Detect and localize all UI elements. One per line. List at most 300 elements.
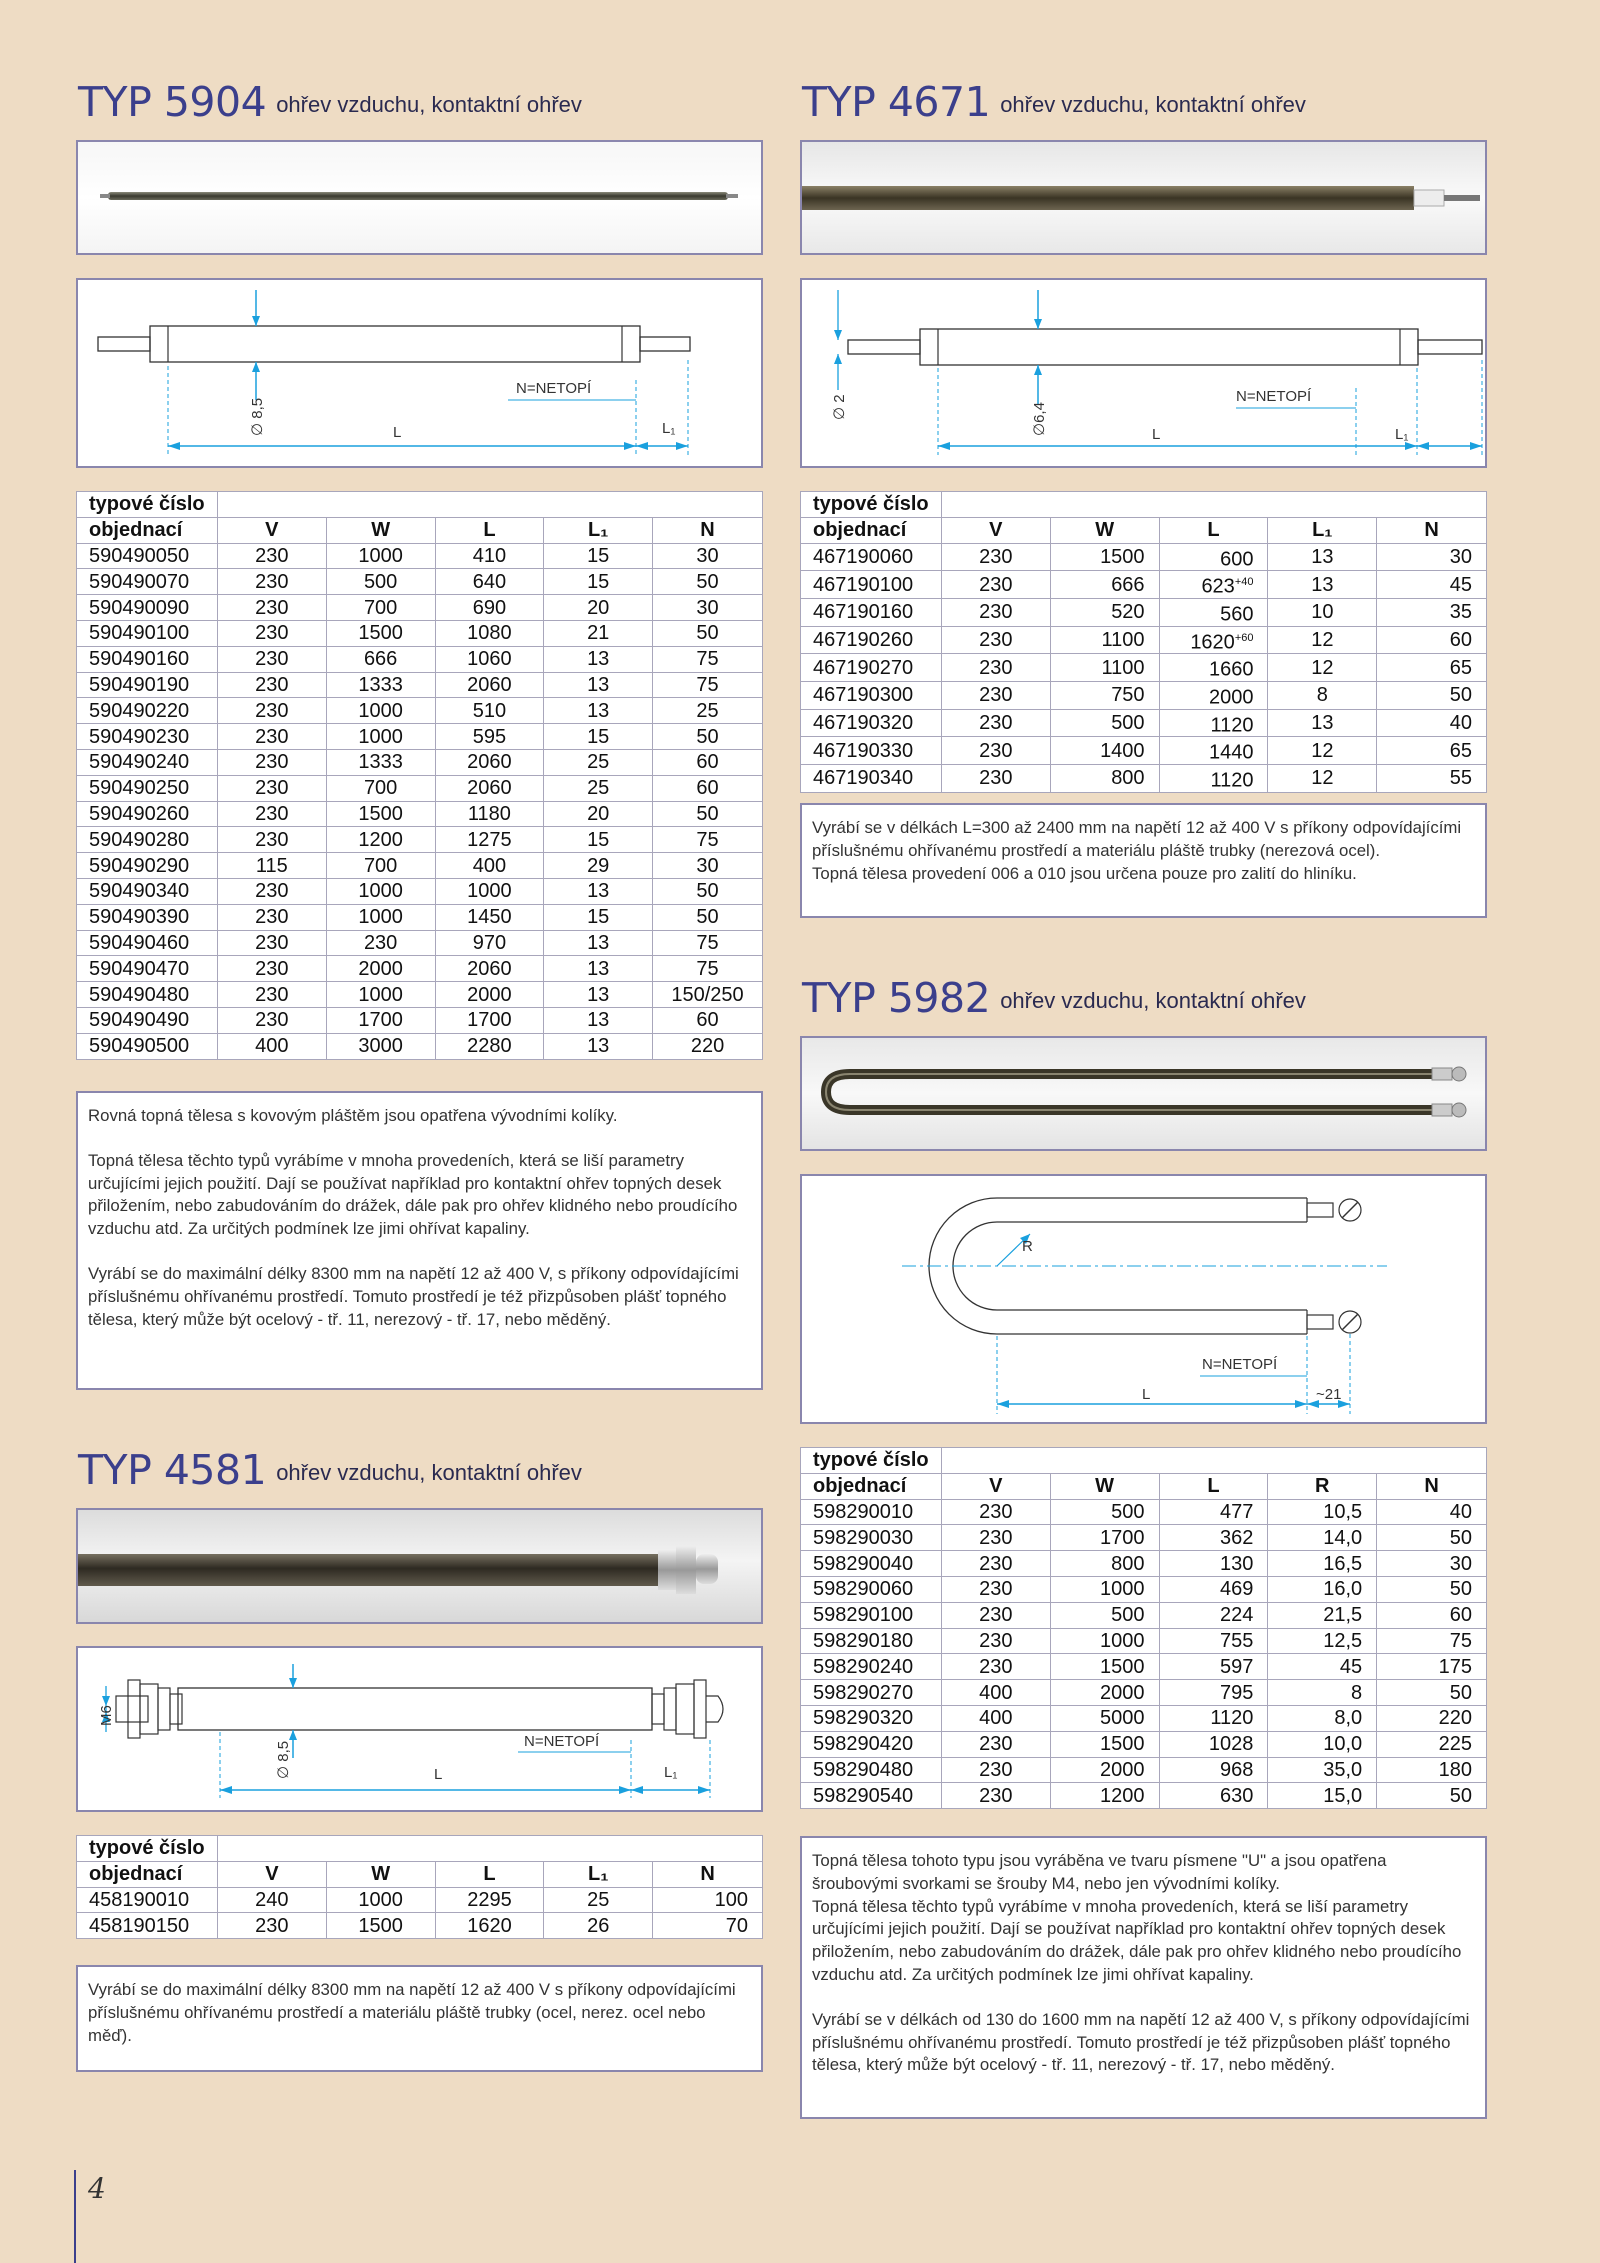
description-paragraph: Vyrábí se do maximální délky 8300 mm na napětí 12 až 400 V s příkony odpovídajícími příslušnému ohřívanému prostředí a materiálu pláště trubky (ocel, nerez. ocel nebo měď). (88, 1980, 736, 2045)
tolerance-superscript: +60 (1234, 631, 1254, 644)
table-row (77, 801, 763, 827)
table-row (801, 1576, 1487, 1602)
description-paragraph: Vyrábí se v délkách L=300 až 2400 mm na napětí 12 až 400 V s příkony odpovídajícími příslušnému ohřívanému prostředí a materiálu pláště trubky (nerezová ocel). (812, 818, 1462, 860)
table-row (77, 853, 763, 879)
table-cell: 60 (653, 1007, 763, 1033)
table-cell: 220 (653, 1033, 763, 1059)
table-row (801, 1680, 1487, 1706)
table-cell: 175 (1377, 1654, 1487, 1680)
table-cell: 25 (544, 1887, 653, 1913)
table-column-header: L (435, 517, 544, 543)
product-photo (800, 1036, 1487, 1151)
table-cell: 1700 (326, 1007, 435, 1033)
table-cell: 230 (941, 1499, 1050, 1525)
table-cell: 70 (653, 1913, 763, 1939)
table-column-header: L₁ (544, 1861, 653, 1887)
technical-drawing (76, 278, 763, 468)
end-length-label: ~21 (1316, 1386, 1342, 1403)
table-column-header: L (1159, 1473, 1268, 1499)
table-cell: 15,0 (1268, 1783, 1377, 1809)
table-cell: 230 (326, 930, 435, 956)
table-cell: 230 (217, 982, 326, 1008)
table-cell: 590490190 (77, 672, 218, 698)
table-cell: 1200 (1050, 1783, 1159, 1809)
table-row (77, 956, 763, 982)
table-cell: 75 (1377, 1628, 1487, 1654)
table-cell: 1500 (326, 1913, 435, 1939)
table-cell: 400 (941, 1680, 1050, 1706)
table-cell: 60 (653, 749, 763, 775)
table-cell: 690 (435, 595, 544, 621)
table-cell: 8,0 (1268, 1705, 1377, 1731)
table-cell: 590490050 (77, 543, 218, 569)
table-cell: 467190160 (801, 598, 942, 626)
table-cell: 1500 (1050, 1731, 1159, 1757)
description-paragraph: Topná tělesa těchto typů vyrábíme v mnoha provedeních, která se liší parametry určujícími jejich použití. Dají se používat například pro kontaktní ohřev topných desek přiložením, nebo zabudováním do drážek, dále pak pro ohřev klidného nebo proudícího vzduchu atd. Za určitých podmínek lze jimi ohřívat kapaliny. (812, 1896, 1462, 1984)
table-cell: 230 (941, 1551, 1050, 1577)
table-cell: 55 (1377, 764, 1487, 792)
table-cell: 500 (1050, 1499, 1159, 1525)
description-box (76, 1965, 763, 2072)
table-cell: 230 (941, 1525, 1050, 1551)
table-cell: 230 (217, 620, 326, 646)
diameter-label: ∅ 8,5 (275, 1740, 292, 1779)
table-cell: 75 (653, 930, 763, 956)
table-cell: 230 (941, 1602, 1050, 1628)
table-cell: 595 (435, 724, 544, 750)
table-cell: 1120 (1159, 1705, 1268, 1731)
table-cell: 590490460 (77, 930, 218, 956)
heading-typ-4671 (802, 78, 1306, 126)
table-cell: 750 (1050, 681, 1159, 709)
table-cell: 16,5 (1268, 1551, 1377, 1577)
table-cell: 20 (544, 801, 653, 827)
table-cell: 230 (941, 1731, 1050, 1757)
table-column-header: objednací (801, 517, 942, 543)
table-row (77, 1033, 763, 1059)
table-cell: 13 (544, 982, 653, 1008)
table-column-header: objednací (77, 517, 218, 543)
table-cell: 598290540 (801, 1783, 942, 1809)
table-cell: 590490230 (77, 724, 218, 750)
table-cell: 220 (1377, 1705, 1487, 1731)
technical-drawing (800, 278, 1487, 468)
l1-label: L₁ (1395, 426, 1409, 443)
description-paragraph: Vyrábí se v délkách od 130 do 1600 mm na napětí 12 až 400 V, s příkony odpovídajícími příslušnému ohřívanému prostředí. Tomuto prostředí je též přizpůsoben plášť topného tělesa, který může být ocelový - tř. 11, nerezový - tř. 17, nebo měděný. (812, 2009, 1470, 2075)
table-cell: 75 (653, 646, 763, 672)
heading-typ-5904 (78, 78, 582, 126)
table-column-header: objednací (77, 1861, 218, 1887)
table-column-header: N (653, 1861, 763, 1887)
section-subtitle: ohřev vzduchu, kontaktní ohřev (276, 1460, 582, 1485)
table-cell: 50 (1377, 1576, 1487, 1602)
table-row (77, 775, 763, 801)
table-cell: 1000 (326, 878, 435, 904)
table-cell: 598290180 (801, 1628, 942, 1654)
table-row (77, 646, 763, 672)
table-cell: 13 (544, 930, 653, 956)
table-cell: 1660 (1159, 654, 1268, 682)
description-paragraph: Topná tělesa tohoto typu jsou vyráběna ve tvaru písmene "U" a jsou opatřena šroubovými svorkami se šrouby M4, nebo jen vývodními kolíky. (812, 1851, 1387, 1893)
table-cell: 13 (544, 672, 653, 698)
table-cell: 50 (1377, 1525, 1487, 1551)
table-cell: 590490160 (77, 646, 218, 672)
table-cell: 590490500 (77, 1033, 218, 1059)
table-cell: 1275 (435, 827, 544, 853)
spec-table (800, 491, 1487, 793)
table-row (801, 1499, 1487, 1525)
product-photo (76, 1508, 763, 1624)
table-cell: 400 (217, 1033, 326, 1059)
table-cell: 13 (544, 1007, 653, 1033)
table-cell: 1440 (1159, 737, 1268, 765)
table-cell: 1120 (1159, 764, 1268, 792)
table-cell: 469 (1159, 1576, 1268, 1602)
table-cell: 598290040 (801, 1551, 942, 1577)
table-cell: 115 (217, 853, 326, 879)
table-cell: 598290060 (801, 1576, 942, 1602)
table-row (801, 543, 1487, 571)
table-cell: 598290420 (801, 1731, 942, 1757)
table-cell: 1620 (435, 1913, 544, 1939)
table-row (801, 1525, 1487, 1551)
table-cell: 467190260 (801, 626, 942, 654)
table-row (77, 749, 763, 775)
table-cell: 230 (941, 1783, 1050, 1809)
table-cell: 590490070 (77, 569, 218, 595)
table-row (801, 737, 1487, 765)
length-label: L (434, 1766, 443, 1783)
table-cell: 13 (1268, 709, 1377, 737)
table-column-header: N (1377, 517, 1487, 543)
table-cell: 10,5 (1268, 1499, 1377, 1525)
table-row (801, 709, 1487, 737)
table-cell: 590490260 (77, 801, 218, 827)
table-cell: 755 (1159, 1628, 1268, 1654)
table-row (77, 569, 763, 595)
table-cell: 14,0 (1268, 1525, 1377, 1551)
table-cell: 590490340 (77, 878, 218, 904)
length-label: L (393, 424, 402, 441)
table-cell: 230 (941, 737, 1050, 765)
description-box (76, 1091, 763, 1390)
table-cell: 597 (1159, 1654, 1268, 1680)
product-photo (76, 140, 763, 255)
table-cell: 45 (1268, 1654, 1377, 1680)
table-cell: 50 (653, 724, 763, 750)
table-cell: 230 (941, 764, 1050, 792)
table-header-top: typové číslo (801, 1448, 942, 1474)
table-column-header: L₁ (544, 517, 653, 543)
table-column-header: V (217, 517, 326, 543)
table-cell: 467190100 (801, 571, 942, 599)
table-cell: 50 (1377, 681, 1487, 709)
table-cell: 230 (217, 1007, 326, 1033)
table-cell: 362 (1159, 1525, 1268, 1551)
table-cell: 240 (217, 1887, 326, 1913)
table-cell: 1500 (326, 801, 435, 827)
table-cell: 666 (326, 646, 435, 672)
table-row (77, 1887, 763, 1913)
heading-typ-5982 (802, 974, 1306, 1022)
thread-label: M6 (98, 1705, 115, 1726)
table-cell: 1028 (1159, 1731, 1268, 1757)
table-cell: 26 (544, 1913, 653, 1939)
table-cell: 30 (653, 853, 763, 879)
table-cell: 40 (1377, 709, 1487, 737)
netopi-label: N=NETOPÍ (524, 1733, 600, 1750)
heating-rod-image (78, 1510, 763, 1624)
table-cell: 666 (1050, 571, 1159, 599)
table-cell: 3000 (326, 1033, 435, 1059)
heating-rod-image (78, 142, 763, 255)
table-cell: 10 (1268, 598, 1377, 626)
description-paragraph: Vyrábí se do maximální délky 8300 mm na napětí 12 až 400 V, s příkony odpovídajícími příslušnému ohřívanému prostředí. Tomuto prostředí je též přizpůsoben plášť topného tělesa, který může být ocelový - tř. 11, nerezový - tř. 17, nebo měděný. (88, 1263, 739, 1329)
table-row (77, 595, 763, 621)
table-cell: 590490480 (77, 982, 218, 1008)
table-cell: 1200 (326, 827, 435, 853)
table-cell: 230 (217, 595, 326, 621)
spec-table (800, 1447, 1487, 1809)
diameter-label: ∅6,4 (1031, 402, 1048, 436)
section-title: TYP 5982 (802, 974, 991, 1022)
table-cell: 180 (1377, 1757, 1487, 1783)
table-header-empty (217, 1836, 762, 1862)
table-cell: 2280 (435, 1033, 544, 1059)
table-cell: 65 (1377, 737, 1487, 765)
table-cell: 400 (435, 853, 544, 879)
table-cell: 230 (941, 626, 1050, 654)
table-cell: 700 (326, 595, 435, 621)
table-row (801, 681, 1487, 709)
table-cell: 230 (217, 904, 326, 930)
table-cell: 230 (941, 1628, 1050, 1654)
section-title: TYP 4581 (78, 1446, 267, 1494)
table-cell: 2000 (1050, 1680, 1159, 1706)
description-box (800, 803, 1487, 918)
table-cell: 13 (1268, 571, 1377, 599)
table-cell: 800 (1050, 764, 1159, 792)
table-cell: 30 (653, 595, 763, 621)
table-row (77, 904, 763, 930)
table-row (801, 1628, 1487, 1654)
table-cell: 2000 (326, 956, 435, 982)
table-cell: 230 (217, 698, 326, 724)
table-cell: 50 (653, 878, 763, 904)
length-label: L (1142, 1386, 1151, 1403)
table-column-header: V (941, 1473, 1050, 1499)
table-row (801, 1783, 1487, 1809)
table-column-header: V (941, 517, 1050, 543)
table-cell: 560 (1159, 598, 1268, 626)
table-cell: 65 (1377, 654, 1487, 682)
netopi-label: N=NETOPÍ (1202, 1356, 1278, 1373)
table-column-header: L₁ (1268, 517, 1377, 543)
table-cell: 590490090 (77, 595, 218, 621)
table-row (77, 1913, 763, 1939)
table-cell: 50 (1377, 1783, 1487, 1809)
table-cell: 467190300 (801, 681, 942, 709)
table-cell: 2060 (435, 749, 544, 775)
table-cell: 15 (544, 543, 653, 569)
table-cell: 1700 (435, 1007, 544, 1033)
table-cell: 400 (941, 1705, 1050, 1731)
table-cell: 467190320 (801, 709, 942, 737)
table-header-top: typové číslo (77, 1836, 218, 1862)
table-cell: 60 (653, 775, 763, 801)
table-cell: 630 (1159, 1783, 1268, 1809)
table-row (77, 672, 763, 698)
table-cell: 500 (326, 569, 435, 595)
table-cell: 50 (653, 801, 763, 827)
table-cell: 230 (941, 1576, 1050, 1602)
pin-diameter-label: ∅ 2 (831, 394, 848, 420)
table-cell: 458190010 (77, 1887, 218, 1913)
table-cell: $1620^{+60}$ (1159, 626, 1268, 654)
spec-table (76, 491, 763, 1060)
netopi-label: N=NETOPÍ (1236, 388, 1312, 405)
table-cell: 230 (941, 1654, 1050, 1680)
table-cell: 1500 (1050, 543, 1159, 571)
table-cell: 230 (941, 654, 1050, 682)
table-cell: 590490240 (77, 749, 218, 775)
table-row (77, 698, 763, 724)
table-cell: 21 (544, 620, 653, 646)
table-cell: 40 (1377, 1499, 1487, 1525)
table-cell: 590490220 (77, 698, 218, 724)
table-cell: 598290010 (801, 1499, 942, 1525)
table-cell: 968 (1159, 1757, 1268, 1783)
table-cell: 230 (217, 1913, 326, 1939)
table-cell: 598290030 (801, 1525, 942, 1551)
table-cell: 13 (544, 646, 653, 672)
table-row (77, 724, 763, 750)
table-cell: 795 (1159, 1680, 1268, 1706)
table-cell: 230 (941, 681, 1050, 709)
table-cell: 970 (435, 930, 544, 956)
table-row (801, 1757, 1487, 1783)
table-cell: 15 (544, 569, 653, 595)
table-cell: 1333 (326, 749, 435, 775)
l1-label: L₁ (662, 420, 676, 437)
table-cell: 13 (544, 878, 653, 904)
table-cell: 12,5 (1268, 1628, 1377, 1654)
table-cell: 230 (941, 543, 1050, 571)
table-cell: 800 (1050, 1551, 1159, 1577)
table-cell: 1000 (326, 543, 435, 569)
table-cell: 2060 (435, 672, 544, 698)
table-header-top: typové číslo (801, 492, 942, 518)
table-row (801, 626, 1487, 654)
table-cell: 75 (653, 956, 763, 982)
table-cell: 2295 (435, 1887, 544, 1913)
page-margin-rule (74, 2170, 76, 2263)
table-header-empty (941, 1448, 1486, 1474)
table-cell: 640 (435, 569, 544, 595)
table-cell: 15 (544, 827, 653, 853)
table-cell: 590490470 (77, 956, 218, 982)
table-cell: 590490250 (77, 775, 218, 801)
table-cell: 230 (217, 543, 326, 569)
table-cell: 1000 (1050, 1576, 1159, 1602)
table-cell: 590490290 (77, 853, 218, 879)
table-row (801, 1705, 1487, 1731)
technical-drawing (800, 1174, 1487, 1424)
table-cell: 13 (544, 1033, 653, 1059)
table-column-header: V (217, 1861, 326, 1887)
table-cell: 12 (1268, 737, 1377, 765)
table-cell: 467190330 (801, 737, 942, 765)
table-cell: 35 (1377, 598, 1487, 626)
table-column-header: N (1377, 1473, 1487, 1499)
table-cell: 590490280 (77, 827, 218, 853)
product-photo (800, 140, 1487, 255)
spec-table (76, 1835, 763, 1939)
page-number: 4 (88, 2172, 106, 2205)
table-column-header: L (435, 1861, 544, 1887)
table-cell: 230 (217, 930, 326, 956)
table-column-header: R (1268, 1473, 1377, 1499)
heading-typ-4581 (78, 1446, 582, 1494)
table-cell: 60 (1377, 1602, 1487, 1628)
table-cell: 25 (544, 749, 653, 775)
table-column-header: objednací (801, 1473, 942, 1499)
table-cell: 230 (217, 956, 326, 982)
table-cell: 1333 (326, 672, 435, 698)
table-cell: 30 (1377, 543, 1487, 571)
table-cell: 2000 (435, 982, 544, 1008)
table-row (77, 827, 763, 853)
table-cell: 590490390 (77, 904, 218, 930)
section-subtitle: ohřev vzduchu, kontaktní ohřev (276, 92, 582, 117)
table-cell: 20 (544, 595, 653, 621)
table-cell: 15 (544, 904, 653, 930)
table-cell: 50 (653, 904, 763, 930)
table-column-header: W (1050, 517, 1159, 543)
table-cell: 150/250 (653, 982, 763, 1008)
table-column-header: W (326, 517, 435, 543)
table-cell: 230 (217, 775, 326, 801)
netopi-label: N=NETOPÍ (516, 380, 592, 397)
table-cell: 230 (941, 598, 1050, 626)
section-subtitle: ohřev vzduchu, kontaktní ohřev (1000, 988, 1306, 1013)
table-cell: 700 (326, 853, 435, 879)
table-cell: 500 (1050, 1602, 1159, 1628)
table-cell: 100 (653, 1887, 763, 1913)
table-cell: 230 (217, 646, 326, 672)
table-row (801, 1602, 1487, 1628)
table-cell: 230 (217, 724, 326, 750)
table-cell: 230 (941, 709, 1050, 737)
table-cell: 520 (1050, 598, 1159, 626)
table-cell: 1000 (1050, 1628, 1159, 1654)
radius-label: R (1022, 1238, 1033, 1255)
table-cell: 25 (653, 698, 763, 724)
table-cell: 8 (1268, 681, 1377, 709)
table-cell: 1000 (326, 982, 435, 1008)
table-cell: 500 (1050, 709, 1159, 737)
table-cell: 1060 (435, 646, 544, 672)
table-cell: 230 (941, 1757, 1050, 1783)
table-cell: 50 (653, 569, 763, 595)
table-cell: 2000 (1159, 681, 1268, 709)
table-cell: 467190270 (801, 654, 942, 682)
tolerance-superscript: +40 (1234, 576, 1254, 589)
table-cell: 224 (1159, 1602, 1268, 1628)
table-cell: 1000 (326, 724, 435, 750)
table-row (801, 1654, 1487, 1680)
table-header-empty (941, 492, 1486, 518)
